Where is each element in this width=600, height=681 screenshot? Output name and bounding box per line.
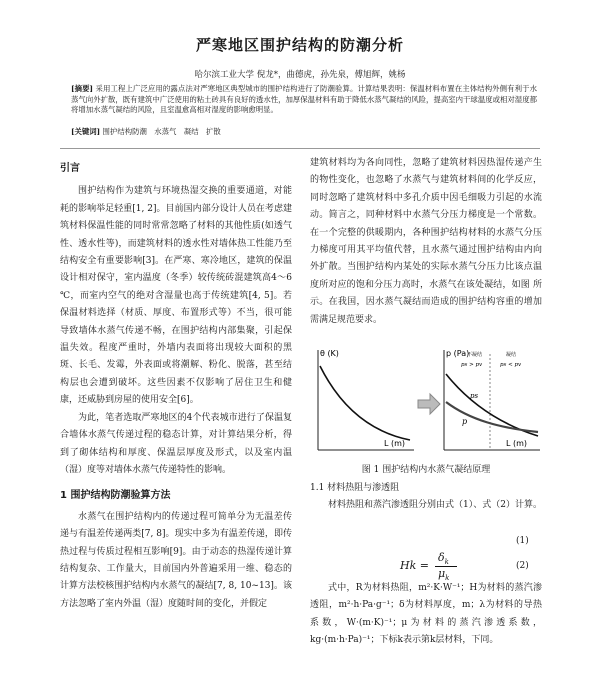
right-y-label: p (Pa) (446, 349, 470, 358)
equation-2-lhs: Hk = (400, 559, 429, 572)
legend-no-condense: 不凝结 (467, 352, 483, 358)
left-column (60, 160, 292, 613)
right-column-top (310, 155, 542, 329)
left-x-label: L (m) (384, 439, 406, 448)
abstract (71, 84, 537, 116)
equation-2 (400, 551, 480, 581)
equation-2-number: (2) (516, 561, 529, 571)
legend-condense-cond: ps < pv (500, 362, 522, 368)
keywords-text: 围护结构防潮 水蒸气 凝结 扩散 (102, 127, 221, 136)
figure-1 (310, 344, 542, 458)
abstract-label: [摘要] (71, 84, 94, 93)
figure-caption: 图 1 围护结构内水蒸气凝结原理 (361, 465, 491, 475)
abstract-text: 采用工程上广泛应用的露点法对严寒地区典型城市的围护结构进行了防潮验算。计算结果表明：保温材料布置在主体结构外侧有利于水蒸气向外扩散，既有建筑中广泛使用的粘土砖具有良好的透水性，加厚保温材料有助于降低水蒸气凝结的风险，提高室内干球温度或相对湿度都将增加水蒸气凝结的风险，且室温愈高相对湿度的影响愈明显。 (71, 84, 537, 115)
intro-paragraph-2: 为此，笔者选取严寒地区的4个代表城市进行了保温复合墙体水蒸气传递过程的稳态计算，对计算结果分析，得到了砌体结构和厚度、保温层厚度及形式，以及室内温（湿）度等对墙体水蒸气传递特性的影响。 (60, 412, 292, 475)
legend-no-condense-cond: ps > pv (461, 362, 483, 368)
intro-paragraph-1: 围护结构作为建筑与环境热湿交换的重要通道，对能耗的影响举足轻重[1, 2]。目前国内部分设计人员在考虑建筑材料保温性能的同时常常忽略了材料的其他性质(如透气性、透水性等)，而建筑材料的透水性对墙体热工性能乃至结构安全有重要影响[3]。在严寒、寒冷地区，建筑的保温设计相对保守，室内温度（冬季）较传统砖混建筑高4～6 ℃，而室内空气的绝对含湿量也高于传统建筑[4, 5]。若保温材料选择（材质、厚度、布置形式等）不当，很可能导致墙体水蒸气传递不畅，在围护结构内部集聚，引起保温失效。程度严重时，外墙内表面将出现较大面积的黑斑、长毛、发霉，外表面或将潮解、粉化、脱落，甚至结构层也会遭到破坏。这些因素不仅影响了居住卫生和健康，还威胁到房屋的使用安全[6]。 (60, 186, 292, 406)
intro-heading: 引言 (60, 163, 80, 174)
subsection-paragraph: 材料热阻和蒸汽渗透阻分别由式（1）、式（2）计算。 (328, 500, 542, 511)
right-column-bottom (310, 480, 542, 515)
divider (60, 148, 540, 149)
partial-pressure-curve (446, 402, 538, 432)
arrow-icon (418, 394, 440, 414)
temperature-curve (320, 366, 410, 440)
keywords-label: [关键词] (71, 127, 101, 136)
legend-condense: 凝结 (506, 352, 517, 358)
curve-label-p: p (462, 417, 468, 426)
equation-2-numerator: $\delta_k$ (438, 551, 449, 567)
right-x-label: L (m) (506, 439, 528, 448)
equation-explanation-text: 式中，R为材料热阻，m²·K·W⁻¹；H为材料的蒸汽渗透阻，m²·h·Pa·g⁻¹；δ为材料厚度，m；λ为材料的导热系数，W·(m·K)⁻¹；μ为材料的蒸汽渗透系数，kg·(m·h·Pa)⁻¹；下标k表示第k层材料，下同。 (310, 583, 542, 646)
paper-title: 严寒地区围护结构的防潮分析 (195, 36, 404, 54)
section-1-paragraph: 水蒸气在围护结构内的传递过程可简单分为无温差传递与有温差传递两类[7, 8]。现实中多为有温差传递，即传热过程与传质过程相互影响[9]。由于动态的热湿传递计算结构复杂、工作量大，目前国内外普遍采用一维、稳态的计算方法校核围护结构内水蒸气的凝结[7, 8, 10~13]。该方法忽略了室内外温（湿）度随时间的变化，并假定 (60, 511, 292, 609)
curve-label-ps: ps (470, 392, 479, 400)
author-line: 哈尔滨工业大学 倪龙*，曲德虎，孙先泉，傅旭辉，姚杨 (194, 70, 406, 80)
right-paragraph-top: 建筑材料均为各向同性，忽略了建筑材料因热湿传递产生的物性变化，也忽略了水蒸气与建筑材料间的化学反应，同时忽略了建筑材料中多孔介质中因毛细吸力引起的水流动。简言之，同种材料中水蒸气分压力梯度是一个常数。在一个完整的供暖期内，各种围护结构材料的水蒸气分压力梯度可用其平均值代替，且水蒸气通过围护结构由内向外扩散。当围护结构内某处的实际水蒸气分压力比该点温度所对应的饱和分压力高时，水蒸气在该处凝结，如图 所示。在我国，因水蒸气凝结而造成的围护结构容重的增加需满足规范要求。 (310, 158, 542, 325)
equation-2-denominator: $\mu_k$ (438, 567, 450, 583)
section-1-heading: 1 围护结构防潮验算方法 (60, 490, 171, 502)
figure-1-svg (310, 344, 542, 458)
left-y-label: θ (K) (320, 349, 339, 358)
equation-explanation (310, 580, 542, 650)
equation-1-number: (1) (516, 536, 529, 546)
keywords (71, 126, 537, 137)
subsection-heading: 1.1 材料热阻与渗透阻 (310, 483, 400, 493)
saturation-pressure-curve (446, 374, 538, 436)
